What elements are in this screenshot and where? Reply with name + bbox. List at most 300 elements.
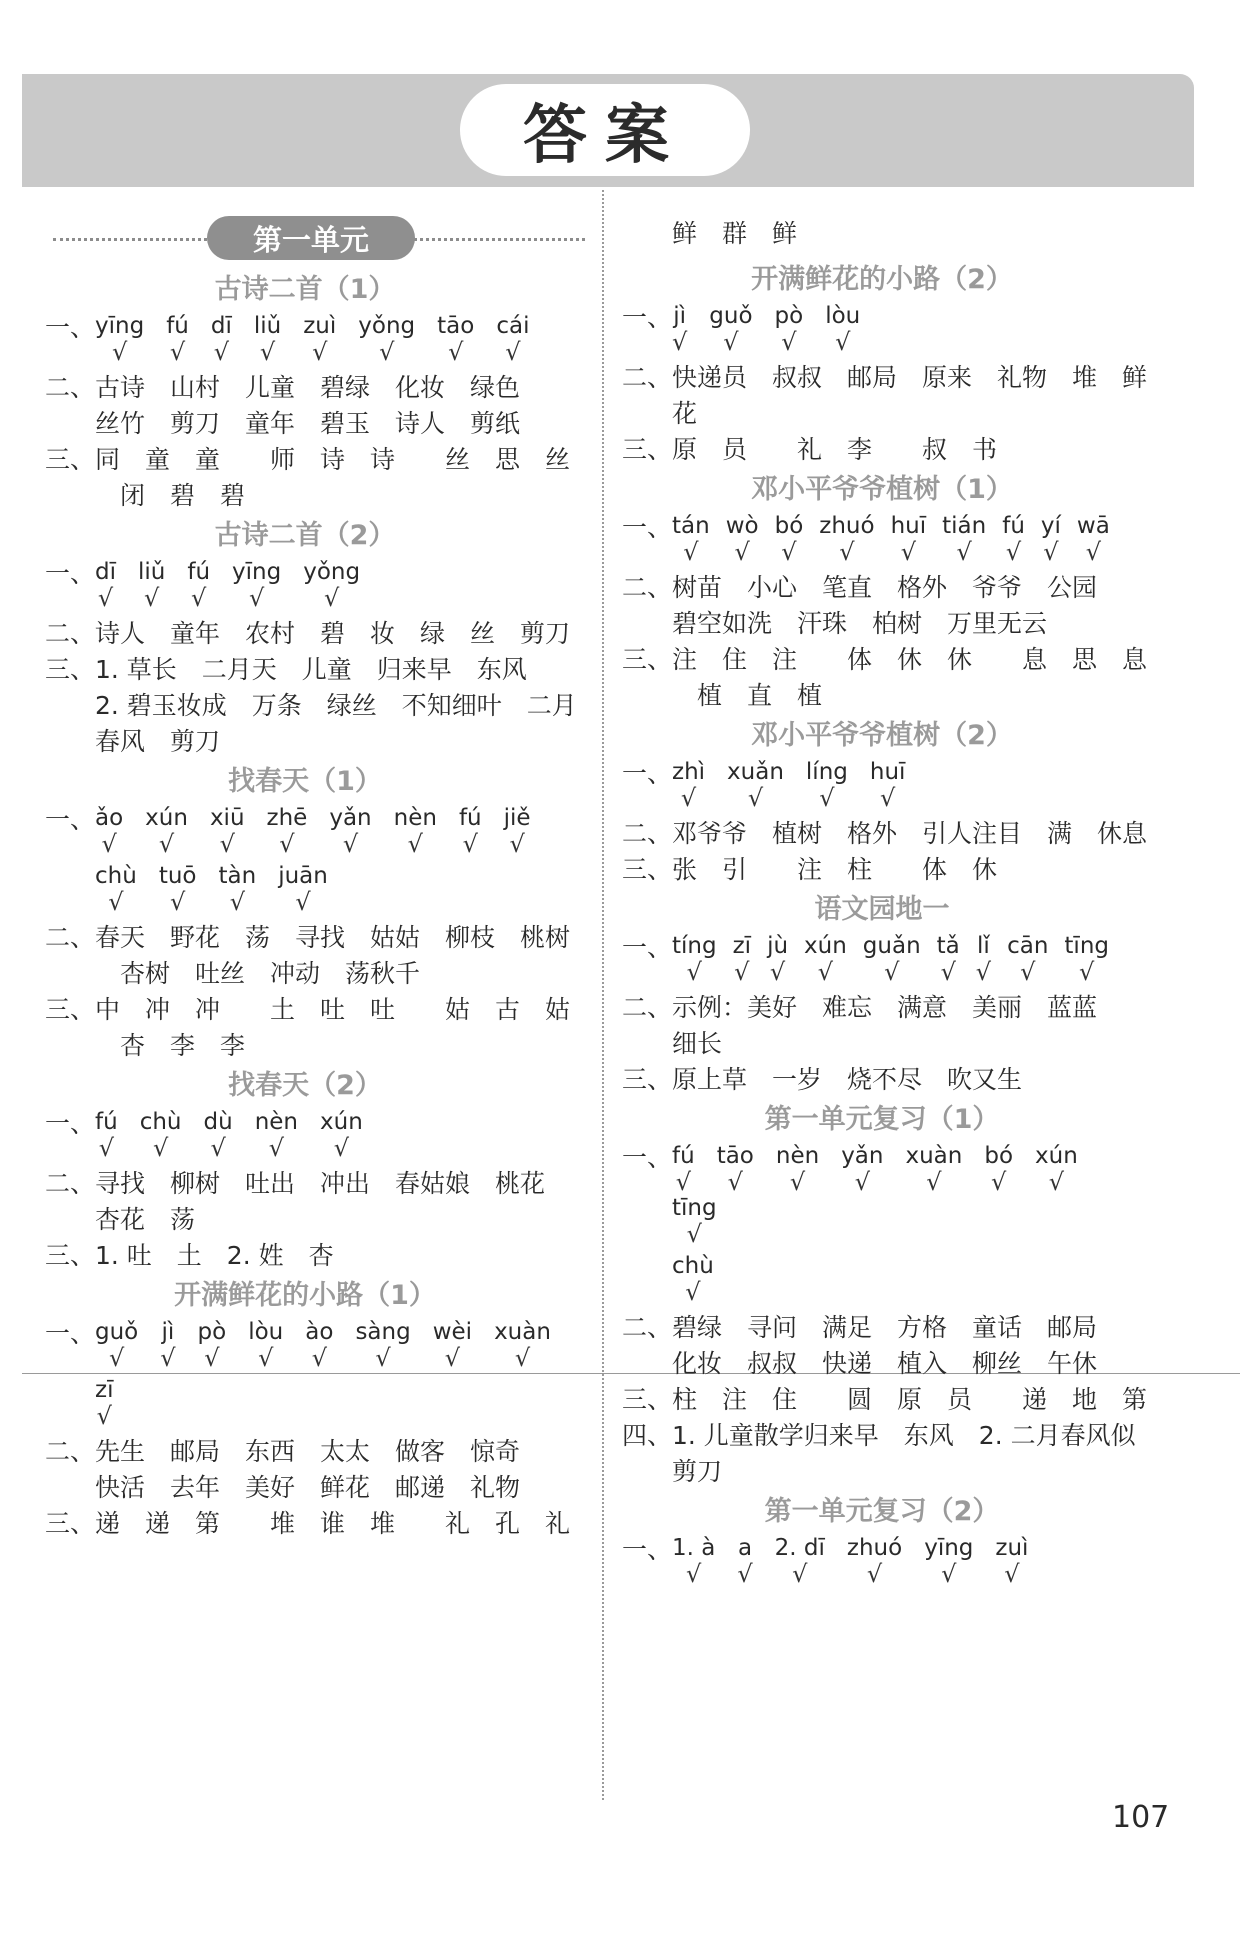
section-title: 邓小平爷爷植树（2） (751, 720, 1013, 751)
pinyin-text: fú (1002, 513, 1025, 539)
pinyin-text: a (737, 1535, 753, 1561)
check-mark-icon: √ (210, 1134, 226, 1162)
pinyin-text: dù (203, 1109, 233, 1135)
section-title: 古诗二首（2） (214, 520, 396, 551)
pinyin-item (504, 804, 531, 856)
pinyin-item (232, 558, 281, 610)
pinyin-item (737, 1534, 752, 1586)
item-label: 一、 (45, 1109, 96, 1138)
answer-text: 张 引 注 柱 体 休 (672, 855, 998, 884)
answer-line (45, 920, 585, 956)
check-mark-icon: √ (839, 538, 855, 566)
answer-text: 丝竹 剪刀 童年 碧玉 诗人 剪纸 (95, 409, 521, 438)
pinyin-item (305, 1318, 333, 1370)
check-mark-icon: √ (884, 958, 900, 986)
pinyin-row (45, 1108, 585, 1160)
check-mark-icon: √ (900, 538, 916, 566)
check-mark-icon: √ (213, 338, 230, 366)
title-pill (460, 84, 750, 176)
pinyin-text: tàn (218, 863, 257, 889)
pinyin-item (847, 1534, 902, 1586)
pinyin-item (145, 804, 188, 856)
answer-line (622, 1382, 1162, 1418)
answer-line (622, 1310, 1162, 1346)
answer-line (622, 570, 1162, 606)
pinyin-text: zī (95, 1377, 114, 1403)
item-label: 四、 (622, 1421, 673, 1450)
pinyin-item (1035, 1142, 1078, 1194)
pinyin-item (394, 804, 437, 856)
item-label: 三、 (45, 445, 96, 474)
check-mark-icon: √ (819, 784, 835, 812)
pinyin-item (218, 862, 256, 914)
pinyin-item (95, 804, 123, 856)
pinyin-row (45, 804, 585, 856)
pinyin-item (672, 1534, 715, 1586)
pinyin-text: xuàn (494, 1319, 551, 1345)
check-mark-icon: √ (101, 830, 117, 858)
pinyin-text: yǎn (329, 805, 372, 831)
pinyin-item (355, 1318, 410, 1370)
pinyin-item (709, 302, 752, 354)
pinyin-row (45, 1376, 585, 1428)
answer-line (45, 1166, 585, 1202)
pinyin-item (358, 312, 415, 364)
pinyin-list (672, 758, 927, 810)
pinyin-text: cái (496, 313, 530, 339)
pinyin-item (775, 512, 804, 564)
pinyin-item (255, 1108, 298, 1160)
answer-text: 1. 儿童散学归来早 东风 2. 二月春风似 (672, 1421, 1136, 1450)
check-mark-icon: √ (229, 888, 245, 916)
check-mark-icon: √ (1020, 958, 1036, 986)
item-label: 三、 (622, 645, 673, 674)
pinyin-text: chù (139, 1109, 182, 1135)
pinyin-text: zī (732, 933, 752, 959)
pinyin-text: nèn (393, 805, 437, 831)
check-mark-icon: √ (781, 328, 797, 356)
answer-text: 化妆 叔叔 快递 植入 柳丝 午休 (672, 1349, 1098, 1378)
answer-text: 碧绿 寻问 满足 方格 童话 邮局 (672, 1313, 1098, 1342)
column-divider (602, 190, 604, 1800)
pinyin-text: zhē (266, 805, 308, 831)
unit-title: 第一单元 (207, 216, 415, 260)
pinyin-text: bó (984, 1143, 1014, 1169)
answer-line (622, 678, 1162, 714)
item-label: 一、 (622, 933, 673, 962)
answer-text: 1. 草长 二月天 儿童 归来早 东风 (95, 655, 527, 684)
item-label: 二、 (45, 373, 96, 402)
pinyin-text: xún (320, 1109, 363, 1135)
answer-text: 柱 注 住 圆 原 员 递 地 第 (672, 1385, 1148, 1414)
pinyin-text: liǔ (138, 559, 166, 585)
page-number: 107 (1112, 1800, 1170, 1835)
pinyin-text: xún (1035, 1143, 1078, 1169)
answer-line (45, 1202, 585, 1238)
pinyin-text: tíng (672, 933, 717, 959)
pinyin-item (726, 512, 759, 564)
check-mark-icon: √ (160, 1344, 176, 1372)
pinyin-list (672, 932, 1125, 984)
check-mark-icon: √ (941, 1560, 957, 1588)
pinyin-item (984, 1142, 1013, 1194)
check-mark-icon: √ (312, 338, 328, 366)
item-label: 一、 (45, 805, 96, 834)
pinyin-item (160, 1318, 175, 1370)
pinyin-list (95, 312, 551, 364)
pinyin-text: jì (161, 1319, 175, 1345)
pinyin-text: guǒ (95, 1319, 139, 1345)
check-mark-icon: √ (817, 958, 834, 986)
pinyin-item (672, 1194, 717, 1246)
answer-text: 春天 野花 荡 寻找 姑姑 柳枝 桃树 (95, 923, 571, 952)
check-mark-icon: √ (747, 784, 764, 812)
pinyin-text: 2. dī (774, 1535, 825, 1561)
check-mark-icon: √ (926, 1168, 942, 1196)
check-mark-icon: √ (342, 830, 359, 858)
check-mark-icon: √ (505, 338, 521, 366)
pinyin-text: lòu (248, 1319, 284, 1345)
pinyin-item (767, 932, 788, 984)
section-title: 古诗二首（1） (214, 274, 396, 305)
pinyin-item (95, 1318, 138, 1370)
pinyin-text: xuàn (905, 1143, 963, 1169)
item-label: 一、 (622, 1143, 673, 1172)
answer-text: 诗人 童年 农村 碧 妆 绿 丝 剪刀 (95, 619, 571, 648)
answer-line (45, 1238, 585, 1274)
check-mark-icon: √ (379, 338, 395, 366)
section-title: 第一单元复习（1） (764, 1104, 1000, 1135)
check-mark-icon: √ (144, 584, 160, 612)
answer-line (622, 990, 1162, 1026)
pinyin-text: chù (95, 863, 137, 889)
pinyin-text: 1. à (672, 1535, 716, 1561)
pinyin-row (45, 312, 585, 364)
pinyin-row (45, 1318, 585, 1370)
pinyin-text: xún (145, 805, 188, 831)
item-label: 一、 (45, 313, 96, 342)
section-title: 开满鲜花的小路（2） (751, 264, 1013, 295)
answer-text: 春风 剪刀 (95, 727, 221, 756)
check-mark-icon: √ (509, 830, 525, 858)
pinyin-item (1007, 932, 1048, 984)
check-mark-icon: √ (311, 1344, 327, 1372)
check-mark-icon: √ (940, 958, 956, 986)
pinyin-text: fú (166, 313, 189, 339)
check-mark-icon: √ (1079, 958, 1095, 986)
pinyin-text: yǒng (303, 559, 361, 585)
answer-text: 邓爷爷 植树 格外 引人注目 满 休息 (672, 819, 1148, 848)
pinyin-item (672, 932, 717, 984)
pinyin-item (198, 1318, 227, 1370)
answer-line (622, 816, 1162, 852)
pinyin-row (45, 558, 585, 610)
check-mark-icon: √ (672, 328, 688, 356)
answer-line (45, 406, 585, 442)
answer-text: 闭 碧 碧 (120, 481, 246, 510)
answer-text: 剪刀 (672, 1457, 723, 1486)
pinyin-text: xún (804, 933, 847, 959)
pinyin-text: lǐ (977, 933, 990, 959)
check-mark-icon: √ (680, 784, 697, 812)
pinyin-item (95, 1108, 118, 1160)
pinyin-text: dī (210, 313, 232, 339)
check-mark-icon: √ (333, 1134, 350, 1162)
answer-text: 先生 邮局 东西 太太 做客 惊奇 (95, 1437, 521, 1466)
answer-text: 花 (672, 399, 698, 428)
check-mark-icon: √ (1085, 538, 1102, 566)
pinyin-text: fú (672, 1143, 695, 1169)
answer-line (45, 1434, 585, 1470)
pinyin-item (672, 302, 687, 354)
answer-line (622, 642, 1162, 678)
pinyin-item (776, 1142, 819, 1194)
check-mark-icon: √ (158, 830, 175, 858)
answer-text: 碧空如洗 汗珠 柏树 万里无云 (672, 609, 1048, 638)
section-title: 找春天（2） (228, 1070, 382, 1101)
unit-heading (45, 210, 585, 268)
pinyin-item (905, 1142, 962, 1194)
pinyin-text: tāo (437, 313, 475, 339)
right-column (622, 210, 1162, 1592)
check-mark-icon: √ (866, 1560, 883, 1588)
pinyin-item (210, 804, 245, 856)
pinyin-text: tán (672, 513, 710, 539)
item-label: 二、 (45, 1437, 96, 1466)
pinyin-item (433, 1318, 472, 1370)
item-label: 三、 (622, 1065, 673, 1094)
pinyin-text: pò (774, 303, 804, 329)
answer-line (622, 360, 1162, 396)
item-label: 一、 (622, 759, 673, 788)
check-mark-icon: √ (448, 338, 464, 366)
pinyin-item (278, 862, 328, 914)
pinyin-item (775, 1534, 825, 1586)
pinyin-item (733, 932, 751, 984)
check-mark-icon: √ (1043, 538, 1059, 566)
pinyin-text: nèn (254, 1109, 298, 1135)
pinyin-list (95, 1108, 385, 1160)
check-mark-icon: √ (835, 328, 851, 356)
item-label: 二、 (622, 573, 673, 602)
pinyin-list (672, 1252, 736, 1304)
check-mark-icon: √ (268, 1134, 284, 1162)
pinyin-list (672, 512, 1126, 564)
pinyin-text: yǒng (358, 313, 416, 339)
pinyin-item (775, 302, 804, 354)
check-mark-icon: √ (219, 830, 235, 858)
answer-line (45, 1506, 585, 1542)
section-title: 找春天（1） (228, 766, 382, 797)
check-mark-icon: √ (686, 1220, 702, 1248)
answer-line (45, 478, 585, 514)
pinyin-text: huī (869, 759, 906, 785)
pinyin-item (254, 312, 281, 364)
answer-line (45, 688, 585, 724)
pinyin-item (672, 1142, 695, 1194)
check-mark-icon: √ (686, 1560, 702, 1588)
item-label: 一、 (45, 559, 96, 588)
answer-line (622, 432, 1162, 468)
answer-text: 示例：美好 难忘 满意 美丽 蓝蓝 (672, 993, 1098, 1022)
pinyin-item (138, 558, 165, 610)
pinyin-list (95, 558, 382, 610)
check-mark-icon: √ (375, 1344, 391, 1372)
pinyin-text: guǒ (709, 303, 753, 329)
pinyin-row (622, 1534, 1162, 1586)
pinyin-text: jiě (503, 805, 531, 831)
answer-text: 杏树 吐丝 冲动 荡秋千 (120, 959, 421, 988)
pinyin-text: fú (95, 1109, 118, 1135)
item-label: 一、 (45, 1319, 96, 1348)
pinyin-item (95, 862, 137, 914)
pinyin-text: jì (673, 303, 687, 329)
pinyin-item (806, 758, 848, 810)
pinyin-item (95, 1376, 113, 1428)
section-title: 邓小平爷爷植树（1） (751, 474, 1013, 505)
item-label: 一、 (622, 1535, 673, 1564)
item-label: 三、 (45, 995, 96, 1024)
check-mark-icon: √ (727, 1168, 743, 1196)
pinyin-text: nèn (775, 1143, 820, 1169)
check-mark-icon: √ (324, 584, 340, 612)
pinyin-text: wā (1076, 513, 1110, 539)
pinyin-text: ào (305, 1319, 334, 1345)
pinyin-text: guǎn (862, 933, 921, 959)
pinyin-item (717, 1142, 754, 1194)
pinyin-text: yǎn (841, 1143, 884, 1169)
pinyin-list (672, 1534, 1050, 1586)
page-title: 答案 (523, 99, 687, 173)
section-title: 第一单元复习（2） (764, 1496, 1000, 1527)
answer-text: 鲜 群 鲜 (672, 219, 798, 248)
answer-text: 古诗 山村 儿童 碧绿 化妆 绿色 (95, 373, 521, 402)
check-mark-icon: √ (781, 538, 797, 566)
pinyin-item (459, 804, 482, 856)
left-column (45, 210, 585, 1542)
pinyin-item (166, 312, 189, 364)
answer-text: 杏 李 李 (120, 1031, 246, 1060)
pinyin-item (942, 512, 986, 564)
pinyin-text: lòu (825, 303, 861, 329)
check-mark-icon: √ (111, 338, 128, 366)
pinyin-row (622, 758, 1162, 810)
item-label: 二、 (45, 619, 96, 648)
pinyin-text: chù (672, 1253, 714, 1279)
answer-line (622, 852, 1162, 888)
pinyin-item (1064, 932, 1109, 984)
item-label: 三、 (45, 655, 96, 684)
check-mark-icon: √ (734, 958, 750, 986)
answer-line (45, 1028, 585, 1064)
answer-text: 寻找 柳树 吐出 冲出 春姑娘 桃花 (95, 1169, 546, 1198)
answer-text: 中 冲 冲 土 吐 吐 姑 古 姑 (95, 995, 571, 1024)
check-mark-icon: √ (407, 830, 423, 858)
check-mark-icon: √ (204, 1344, 220, 1372)
check-mark-icon: √ (956, 538, 972, 566)
pinyin-item (267, 804, 308, 856)
answer-text: 原上草 一岁 烧不尽 吹又生 (672, 1065, 1023, 1094)
pinyin-text: tīng (672, 1195, 717, 1221)
answer-line (622, 606, 1162, 642)
item-label: 三、 (622, 435, 673, 464)
check-mark-icon: √ (792, 1560, 808, 1588)
answer-text: 植 直 植 (697, 681, 823, 710)
check-mark-icon: √ (854, 1168, 870, 1196)
pinyin-item (870, 758, 906, 810)
check-mark-icon: √ (279, 830, 295, 858)
check-mark-icon: √ (880, 784, 896, 812)
item-label: 二、 (622, 363, 673, 392)
pinyin-item (303, 558, 360, 610)
pinyin-text: xuǎn (727, 759, 784, 785)
item-label: 二、 (45, 923, 96, 952)
check-mark-icon: √ (975, 958, 992, 986)
pinyin-row (622, 302, 1162, 354)
pinyin-item (937, 932, 960, 984)
check-mark-icon: √ (108, 888, 124, 916)
check-mark-icon: √ (514, 1344, 531, 1372)
pinyin-text: pò (197, 1319, 227, 1345)
answer-text: 快递员 叔叔 邮局 原来 礼物 堆 鲜 (672, 363, 1148, 392)
pinyin-text: tǎ (936, 933, 960, 959)
pinyin-text: zuì (995, 1535, 1029, 1561)
pinyin-text: wèi (432, 1319, 473, 1345)
pinyin-text: zhuó (819, 513, 875, 539)
pinyin-text: líng (805, 759, 848, 785)
answer-line (45, 992, 585, 1028)
pinyin-item (211, 312, 232, 364)
pinyin-item (841, 1142, 883, 1194)
check-mark-icon: √ (152, 1134, 169, 1162)
item-label: 二、 (622, 1313, 673, 1342)
answer-text: 2. 碧玉妆成 万条 绿丝 不知细叶 二月 (95, 691, 577, 720)
pinyin-list (672, 302, 882, 354)
check-mark-icon: √ (685, 1278, 701, 1306)
check-mark-icon: √ (169, 338, 186, 366)
check-mark-icon: √ (675, 1168, 691, 1196)
pinyin-text: zuì (303, 313, 337, 339)
check-mark-icon: √ (737, 1560, 753, 1588)
check-mark-icon: √ (734, 538, 750, 566)
pinyin-text: ǎo (95, 805, 124, 831)
answer-line (45, 956, 585, 992)
item-label: 二、 (622, 993, 673, 1022)
pinyin-list (95, 862, 350, 914)
pinyin-text: zhì (672, 759, 706, 785)
answer-text: 杏花 荡 (95, 1205, 196, 1234)
pinyin-text: yīng (232, 559, 282, 585)
answer-line (45, 652, 585, 688)
section-title: 语文园地一 (814, 894, 950, 925)
pinyin-text: liǔ (253, 313, 282, 339)
pinyin-text: wò (725, 513, 759, 539)
pinyin-text: xiū (209, 805, 245, 831)
item-label: 一、 (622, 303, 673, 332)
pinyin-item (329, 804, 371, 856)
answer-line (622, 1026, 1162, 1062)
answer-line (45, 616, 585, 652)
answer-text: 快活 去年 美好 鲜花 邮递 礼物 (95, 1473, 521, 1502)
check-mark-icon: √ (96, 1402, 112, 1430)
pinyin-text: huī (890, 513, 927, 539)
pinyin-item (825, 302, 860, 354)
check-mark-icon: √ (769, 958, 786, 986)
pinyin-item (819, 512, 874, 564)
check-mark-icon: √ (259, 338, 276, 366)
pinyin-item (863, 932, 921, 984)
pinyin-item (672, 758, 705, 810)
